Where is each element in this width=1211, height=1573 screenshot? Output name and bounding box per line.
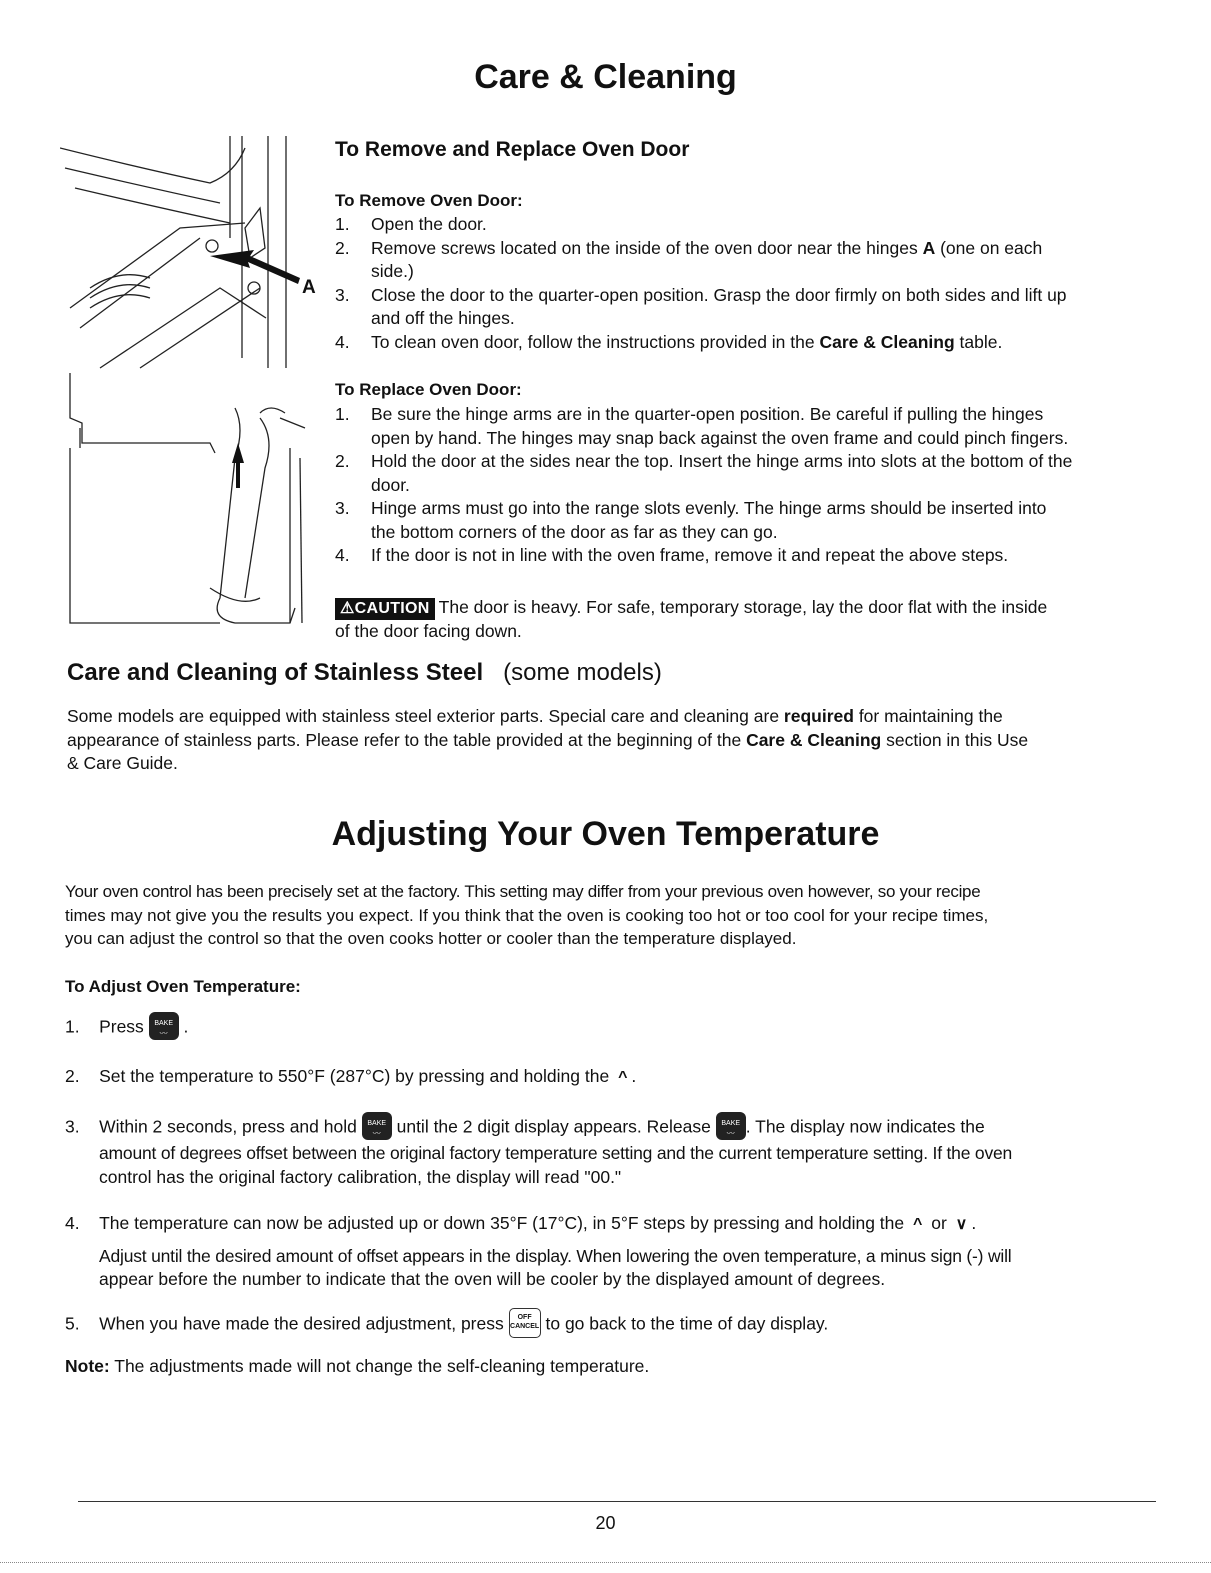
list-item: 2. Hold the door at the sides near the top. Insert the hinge arms into slots at the bottom of the door. — [335, 451, 1073, 495]
page-number: 20 — [595, 1513, 616, 1533]
oven-door-illustration — [60, 128, 330, 638]
up-arrow-icon: ^ — [618, 1069, 628, 1086]
bake-button-icon: BAKE 〰 — [149, 1012, 179, 1040]
replace-steps — [335, 403, 1155, 568]
page-title: Care & Cleaning — [474, 58, 737, 96]
replace-heading: To Replace Oven Door: — [335, 380, 522, 399]
caution-badge: ⚠CAUTION — [335, 598, 435, 620]
list-item: 2. Remove screws located on the inside of the oven door near the hinges A (one on each side.) — [335, 237, 1043, 281]
list-item: 4. To clean oven door, follow the instructions provided in the Care & Cleaning table. — [335, 331, 1003, 352]
up-arrow-icon: ^ — [913, 1216, 923, 1233]
list-item: 4. If the door is not in line with the oven frame, remove it and repeat the above steps. — [335, 545, 1009, 565]
adjust-step-1: 1. Press BAKE 〰 . — [65, 1014, 188, 1042]
hinge-label-a: A — [302, 277, 316, 298]
bake-button-icon: BAKE 〰 — [716, 1112, 746, 1140]
down-arrow-icon: ∨ — [955, 1216, 968, 1233]
section-title-adjust: Adjusting Your Oven Temperature — [331, 815, 880, 853]
list-item: 3. Hinge arms must go into the range slots evenly. The hinge arms should be inserted into the bottom corners of the door as far as they can go. — [335, 498, 1047, 542]
footer-rule — [78, 1501, 1156, 1502]
remove-steps — [335, 213, 1155, 354]
caution-note: ⚠CAUTION The door is heavy. For safe, temporary storage, lay the door flat with the inside of the door facing down. — [335, 597, 1048, 641]
list-item: 1. Open the door. — [335, 214, 487, 234]
adjust-heading: To Adjust Oven Temperature: — [65, 977, 301, 996]
list-item: 1. Be sure the hinge arms are in the quarter-open position. Be careful if pulling the hinges open by hand. The hinges may snap back against the oven frame and could pinch fingers. — [335, 404, 1069, 448]
remove-heading: To Remove Oven Door: — [335, 191, 523, 210]
adjust-step-4: 4. The temperature can now be adjusted up or down 35°F (17°C), in 5°F steps by pressing and holding the ^ or ∨ . Adjust until the desired amount of offset appears in the display. When lowering the oven temperature, a minus sign (-) will appear before the number to indicate that the oven will be cooler by the displayed amount of degrees. — [65, 1213, 1012, 1289]
section-heading-remove-replace: To Remove and Replace Oven Door — [335, 138, 690, 161]
bake-button-icon: BAKE 〰 — [362, 1112, 392, 1140]
adjust-step-2: 2. Set the temperature to 550°F (287°C) by pressing and holding the ^ . — [65, 1065, 636, 1090]
off-cancel-button-icon: OFF CANCEL — [509, 1308, 541, 1338]
adjust-intro: Your oven control has been precisely set at the factory. This setting may differ from your previous oven however, so your recipe times may not give you the results you expect. If you think that the oven is cooking too hot or too cool for your recipe times, you can adjust the control so that the oven cooks hotter or cooler than the temperature displayed. — [65, 882, 989, 948]
adjust-step-5: 5. When you have made the desired adjustment, press OFF CANCEL to go back to the time of day display. — [65, 1310, 828, 1340]
adjust-step-3: 3. Within 2 seconds, press and hold BAKE 〰 until the 2 digit display appears. Release BAKE 〰 . The display now indicates the amount of degrees offset between the original factory temperature setting and the current temperature setting. If the oven control has the original factory calibration, the display will read "00." — [65, 1114, 1155, 1189]
adjust-note: Note: The adjustments made will not change the self-cleaning temperature. — [65, 1356, 650, 1376]
footer-dotted-line — [0, 1562, 1211, 1563]
stainless-paragraph: Some models are equipped with stainless steel exterior parts. Special care and cleaning are required for maintaining the appearance of stainless parts. Please refer to the table provided at the beginning of the Care & Cleaning section in this Use & Care Guide. — [67, 706, 1029, 773]
section-heading-stainless: Care and Cleaning of Stainless Steel (some models) — [67, 659, 662, 686]
list-item: 3. Close the door to the quarter-open position. Grasp the door firmly on both sides and lift up and off the hinges. — [335, 284, 1067, 328]
